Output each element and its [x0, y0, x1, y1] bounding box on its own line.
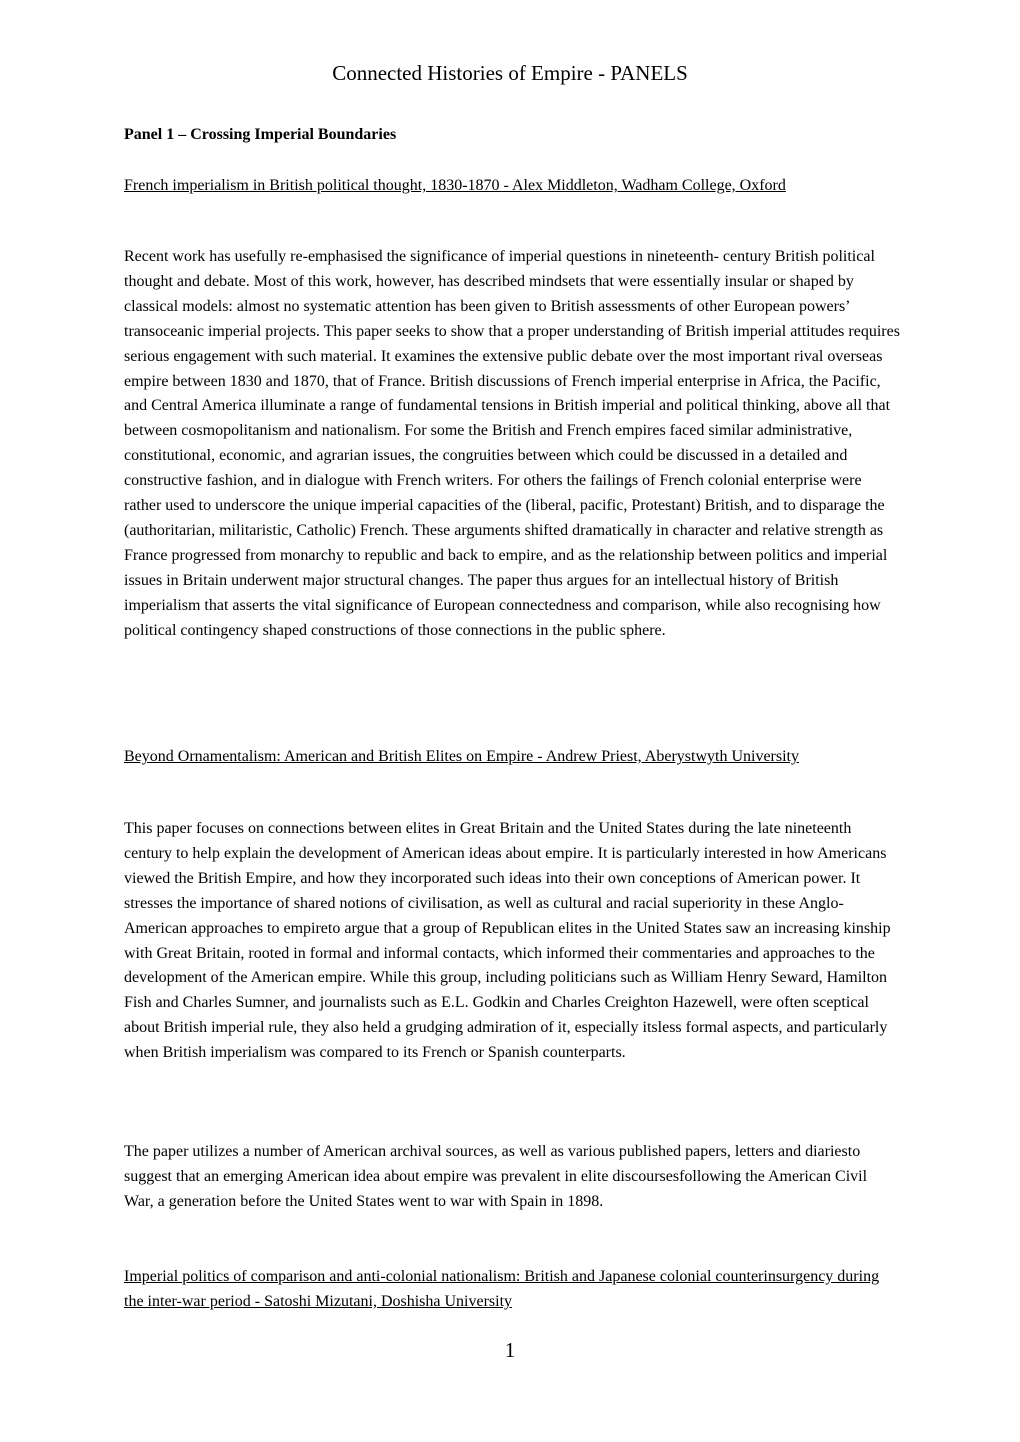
document-title: Connected Histories of Empire - PANELS	[332, 61, 688, 85]
paper-title-priest: Beyond Ornamentalism: American and British Elites on Empire - Andrew Priest, Aberystwyth University	[124, 748, 799, 765]
paper-title-mizutani: Imperial politics of comparison and anti-colonial nationalism: British and Japanese colonial counterinsurgency during the inter-war period - Satoshi Mizutani, Doshisha University	[124, 1268, 880, 1310]
abstract-middleton: Recent work has usefully re-emphasised the significance of imperial questions in nineteenth- century British political thought and debate. Most of this work, however, has described mindsets that were essentially insular or shaped by classical models: almost no systematic attention has been given to British assessments of other European powers’ transoceanic imperial projects. This paper seeks to show that a proper understanding of British imperial attitudes requires serious engagement with such material. It examines the extensive public debate over the most important rival overseas empire between 1830 and 1870, that of France. British discussions of French imperial enterprise in Africa, the Pacific, and Central America illuminate a range of fundamental tensions in British imperial and political thinking, above all that between cosmopolitanism and nationalism. For some the British and French empires faced similar administrative, constitutional, economic, and agrarian issues, the congruities between which could be discussed in a detailed and constructive fashion, and in dialogue with French writers. For others the failings of French colonial enterprise were rather used to underscore the unique imperial capacities of the (liberal, pacific, Protestant) British, and to disparage the (authoritarian, militaristic, Catholic) French. These arguments shifted dramatically in character and relative strength as France progressed from monarchy to republic and back to empire, and as the relationship between politics and imperial issues in Britain underwent major structural changes. The paper thus argues for an intellectual history of British imperialism that asserts the vital significance of European connectedness and comparison, while also recognising how political contingency shaped constructions of those connections in the public sphere.	[124, 248, 900, 639]
page-number: 1	[504, 1338, 516, 1362]
panel-heading: Panel 1 – Crossing Imperial Boundaries	[124, 126, 397, 143]
paper-title-middleton: French imperialism in British political thought, 1830-1870 - Alex Middleton, Wadham College, Oxford	[124, 177, 786, 194]
abstract-priest-paragraph-1: This paper focuses on connections between elites in Great Britain and the United States during the late nineteenth century to help explain the development of American ideas about empire. It is particularly interested in how Americans viewed the British Empire, and how they incorporated such ideas into their own conceptions of American power. It stresses the importance of shared notions of civilisation, as well as cultural and racial superiority in these Anglo-American approaches to empireto argue that a group of Republican elites in the United States saw an increasing kinship with Great Britain, rooted in formal and informal contacts, which informed their commentaries and approaches to the development of the American empire. While this group, including politicians such as William Henry Seward, Hamilton Fish and Charles Sumner, and journalists such as E.L. Godkin and Charles Creighton Hazewell, were often sceptical about British imperial rule, they also held a grudging admiration of it, especially itsless formal aspects, and particularly when British imperialism was compared to its French or Spanish counterparts.	[124, 820, 891, 1062]
abstract-priest-paragraph-2: The paper utilizes a number of American archival sources, as well as various published papers, letters and diariesto suggest that an emerging American idea about empire was prevalent in elite discoursesfollowing the American Civil War, a generation before the United States went to war with Spain in 1898.	[124, 1143, 868, 1210]
